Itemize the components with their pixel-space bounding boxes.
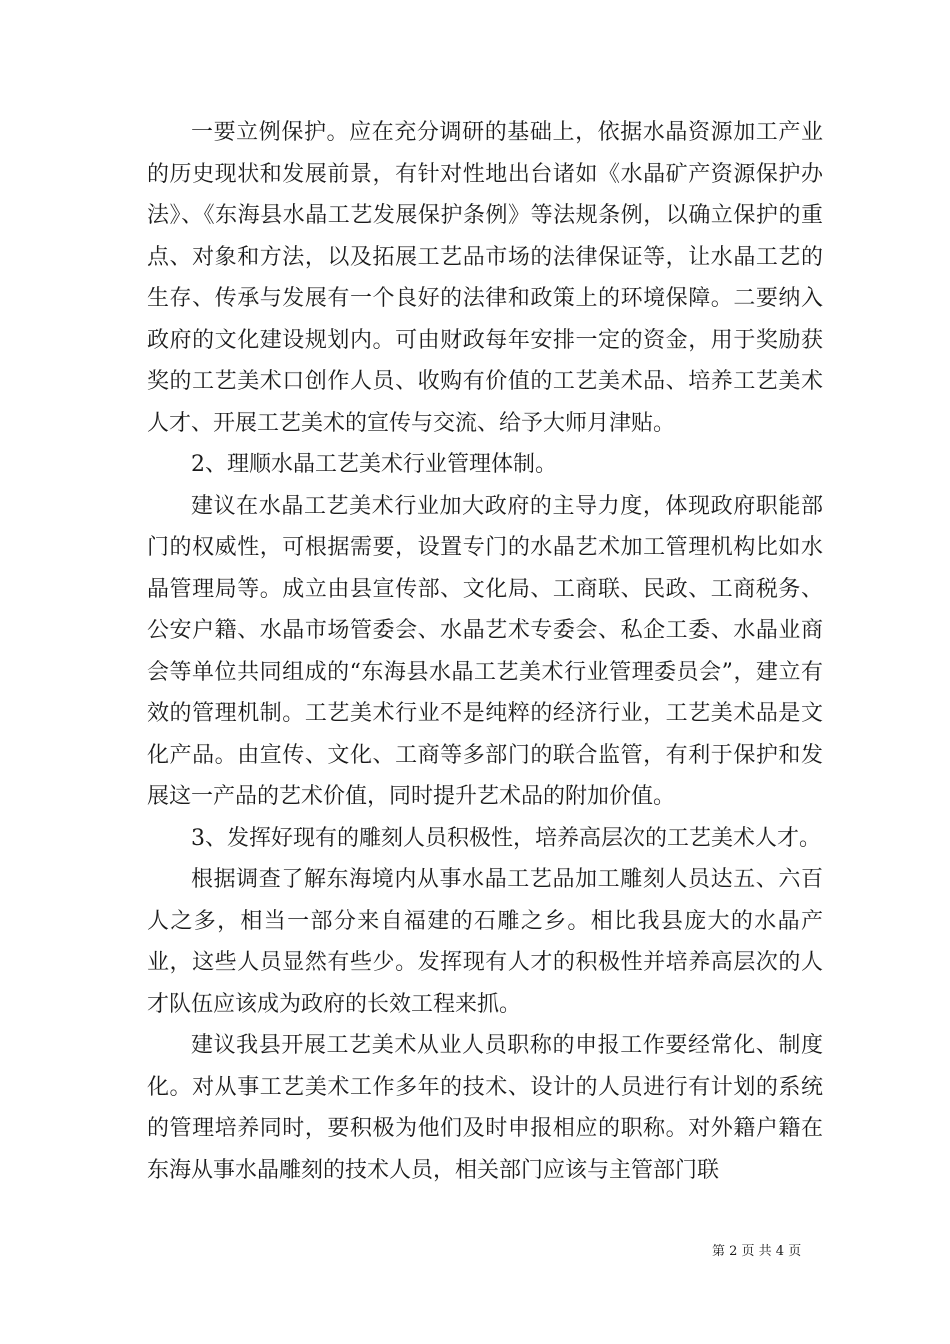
paragraph-carvers-survey: 根据调查了解东海境内从事水晶工艺品加工雕刻人员达五、六百人之多，相当一部分来自福建的石雕之乡。相比我县庞大的水晶产业，这些人员显然有些少。发挥现有人才的积极性并培养高层次的人才队伍应该成为政府的长效工程来抓。 [147, 867, 823, 1017]
heading-talent-cultivation: 3、发挥好现有的雕刻人员积极性，培养高层次的工艺美术人才。 [191, 825, 821, 851]
page-number-footer: 第 2 页 共 4 页 [712, 1244, 802, 1259]
heading-management-system: 2、理顺水晶工艺美术行业管理体制。 [191, 452, 557, 477]
paragraph-legislation: 一要立例保护。应在充分调研的基础上，依据水晶资源加工产业的历史现状和发展前景，有针对性地出台诸如《水晶矿产资源保护办法》、《东海县水晶工艺发展保护条例》等法规条例，以确立保护的重点、对象和方法，以及拓展工艺品市场的法律保证等，让水晶工艺的生存、传承与发展有一个良好的法律和政策上的环境保障。二要纳入政府的文化建设规划内。可由财政每年安排一定的资金，用于奖励获奖的工艺美术口创作人员、收购有价值的工艺美术品、培养工艺美术人才、开展工艺美术的宣传与交流、给予大师月津贴。 [147, 120, 823, 436]
paragraph-management-committee: 建议在水晶工艺美术行业加大政府的主导力度，体现政府职能部门的权威性，可根据需要，设置专门的水晶艺术加工管理机构比如水晶管理局等。成立由县宣传部、文化局、工商联、民政、工商税务、公安户籍、水晶市场管委会、水晶艺术专委会、私企工委、水晶业商会等单位共同组成的“东海县水晶工艺美术行业管理委员会”，建立有效的管理机制。工艺美术行业不是纯粹的经济行业，工艺美术品是文化产品。由宣传、文化、工商等多部门的联合监管，有利于保护和发展这一产品的艺术价值，同时提升艺术品的附加价值。 [147, 493, 823, 809]
paragraph-title-application: 建议我县开展工艺美术从业人员职称的申报工作要经常化、制度化。对从事工艺美术工作多年的技术、设计的人员进行有计划的系统的管理培养同时，要积极为他们及时申报相应的职称。对外籍户籍在东海从事水晶雕刻的技术人员，相关部门应该与主管部门联 [147, 1033, 823, 1183]
document-body [147, 112, 823, 1191]
